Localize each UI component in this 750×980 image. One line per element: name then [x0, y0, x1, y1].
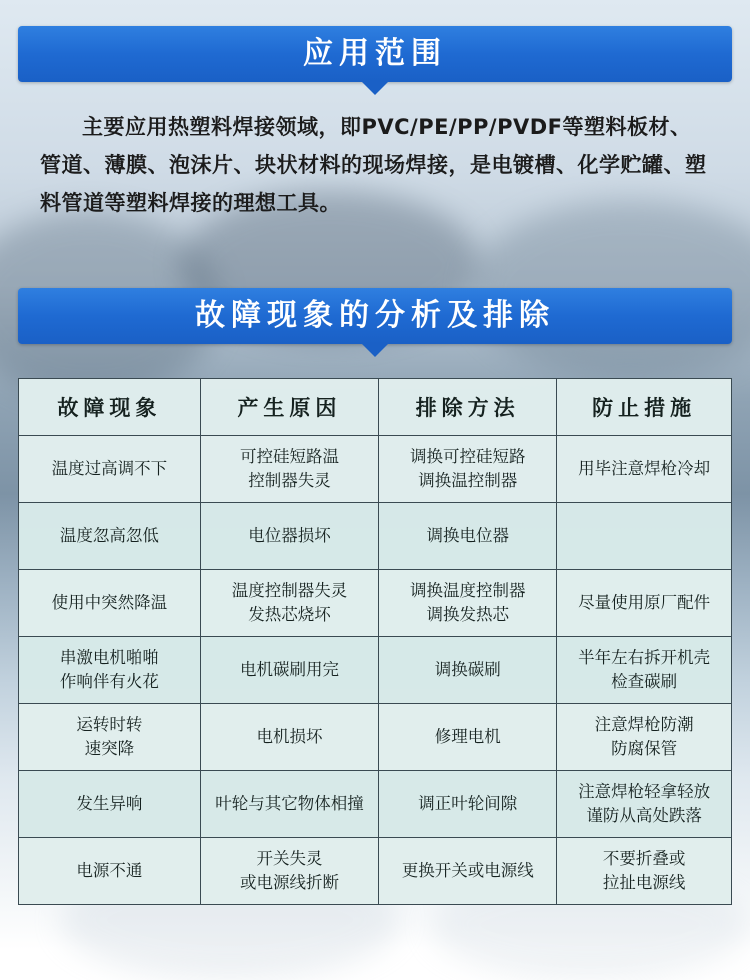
table-header-cell: 故障现象	[19, 379, 201, 436]
scope-banner-bar	[18, 26, 732, 82]
table-cell-prevention	[557, 838, 732, 905]
table-cell-cause	[200, 838, 378, 905]
table-cell-solution	[379, 637, 557, 704]
table-cell-phenomenon	[19, 838, 201, 905]
cell-line: 开关失灵	[256, 849, 323, 868]
cell-line: 尽量使用原厂配件	[578, 593, 711, 612]
cell-line: 使用中突然降温	[51, 593, 168, 612]
cell-line: 发热芯烧坏	[248, 605, 331, 624]
cell-line: 修理电机	[434, 727, 501, 746]
cell-line: 或电源线折断	[239, 873, 339, 892]
scope-banner-title: 应用范围	[303, 36, 447, 71]
banner-arrow-icon	[361, 81, 389, 95]
cell-line: 半年左右拆开机壳	[578, 648, 711, 667]
table-cell-phenomenon	[19, 637, 201, 704]
table-cell-cause	[200, 503, 378, 570]
table-cell-solution	[379, 436, 557, 503]
cell-line: 叶轮与其它物体相撞	[215, 794, 364, 813]
table-header-cell: 产生原因	[200, 379, 378, 436]
table-cell-prevention	[557, 436, 732, 503]
cell-line: 串激电机啪啪	[59, 648, 159, 667]
fault-banner-title: 故障现象的分析及排除	[195, 298, 555, 333]
table-row	[19, 570, 732, 637]
cell-line: 电机碳刷用完	[239, 660, 339, 679]
cell-line: 电机损坏	[256, 727, 323, 746]
cell-line: 电源不通	[76, 861, 143, 880]
cell-line: 可控硅短路温	[239, 447, 339, 466]
table-header-cell: 防止措施	[557, 379, 732, 436]
cell-line: 调换碳刷	[434, 660, 501, 679]
table-cell-phenomenon	[19, 771, 201, 838]
cell-line: 控制器失灵	[248, 471, 331, 490]
table-cell-prevention	[557, 637, 732, 704]
table-cell-cause	[200, 704, 378, 771]
cell-line: 调换温控制器	[418, 471, 518, 490]
table-cell-cause	[200, 637, 378, 704]
table-cell-prevention	[557, 704, 732, 771]
cell-line: 调换发热芯	[426, 605, 509, 624]
fault-table-wrap	[18, 378, 732, 905]
cell-line: 更换开关或电源线	[401, 861, 534, 880]
table-cell-cause	[200, 570, 378, 637]
table-cell-solution	[379, 838, 557, 905]
table-cell-prevention	[557, 771, 732, 838]
table-cell-solution	[379, 570, 557, 637]
table-cell-prevention	[557, 570, 732, 637]
cell-line: 注意焊枪轻拿轻放	[578, 782, 711, 801]
fault-table	[18, 378, 732, 905]
table-cell-cause	[200, 436, 378, 503]
banner-arrow-icon	[361, 343, 389, 357]
scope-banner	[18, 26, 732, 82]
cell-line: 速突降	[84, 739, 135, 758]
table-row	[19, 771, 732, 838]
cell-line: 注意焊枪防潮	[594, 715, 694, 734]
table-row	[19, 503, 732, 570]
table-row	[19, 838, 732, 905]
table-row	[19, 436, 732, 503]
cell-line: 谨防从高处跌落	[586, 806, 702, 825]
intro-paragraph: 主要应用热塑料焊接领域，即PVC/PE/PP/PVDF等塑料板材、管道、薄膜、泡沫片、块状材料的现场焊接，是电镀槽、化学贮罐、塑料管道等塑料焊接的理想工具。	[40, 115, 707, 215]
cell-line: 用毕注意焊枪冷却	[578, 459, 711, 478]
cell-line: 调换温度控制器	[409, 581, 526, 600]
table-cell-phenomenon	[19, 436, 201, 503]
cell-line: 调换可控硅短路	[409, 447, 526, 466]
cell-line: 调换电位器	[426, 526, 509, 545]
table-cell-phenomenon	[19, 570, 201, 637]
table-cell-solution	[379, 503, 557, 570]
cell-line: 温度忽高忽低	[59, 526, 159, 545]
cell-line: 调正叶轮间隙	[418, 794, 518, 813]
table-header-cell: 排除方法	[379, 379, 557, 436]
table-cell-solution	[379, 704, 557, 771]
table-row	[19, 704, 732, 771]
table-cell-phenomenon	[19, 503, 201, 570]
fault-banner	[18, 288, 732, 344]
fault-table-body	[19, 436, 732, 905]
cell-line: 检查碳刷	[611, 672, 678, 691]
cell-line: 发生异响	[76, 794, 143, 813]
table-header-row	[19, 379, 732, 436]
cell-line: 防腐保管	[611, 739, 678, 758]
cell-line: 拉扯电源线	[602, 873, 686, 892]
table-cell-cause	[200, 771, 378, 838]
cell-line: 作响伴有火花	[59, 672, 159, 691]
table-cell-phenomenon	[19, 704, 201, 771]
cell-line: 不要折叠或	[602, 849, 686, 868]
cell-line: 温度控制器失灵	[231, 581, 348, 600]
fault-banner-bar	[18, 288, 732, 344]
table-cell-solution	[379, 771, 557, 838]
cell-line: 运转时转	[76, 715, 143, 734]
cell-line: 电位器损坏	[248, 526, 331, 545]
table-cell-prevention	[557, 503, 732, 570]
table-row	[19, 637, 732, 704]
cell-line: 温度过高调不下	[51, 459, 168, 478]
